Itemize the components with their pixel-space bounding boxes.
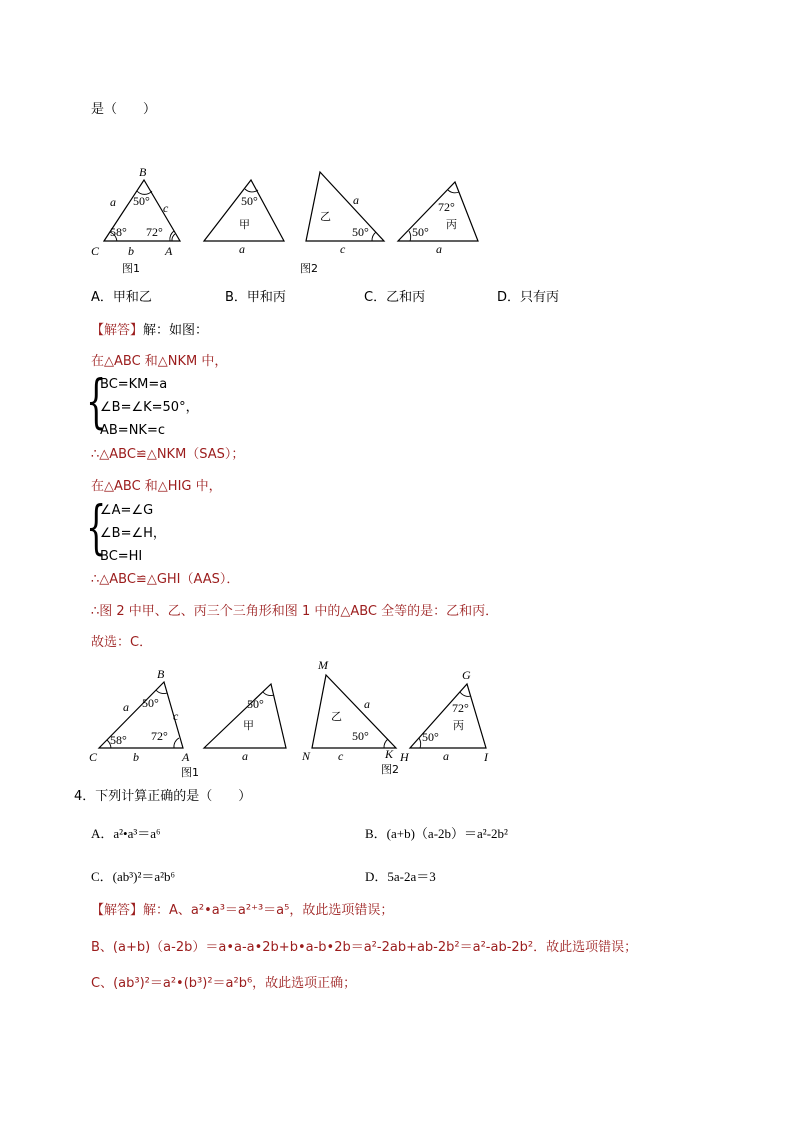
q3-answer-head: 【解答】解：如图：	[91, 323, 209, 338]
svg-text:50°: 50°	[142, 696, 159, 710]
sys2-eq3: BC=HI	[100, 549, 143, 564]
svg-text:c: c	[340, 242, 346, 256]
q3-concl1: ∴△ABC≌△NKM（SAS）；	[91, 447, 245, 462]
label-c: c	[163, 201, 169, 215]
svg-text:b: b	[133, 750, 139, 764]
q4-answer-a: 【解答】解：A、a²•a³＝a²⁺³＝a⁵，故此选项错误；	[91, 903, 394, 918]
q3-option-d: D．只有丙	[497, 290, 560, 305]
svg-text:C: C	[89, 750, 98, 764]
svg-text:N: N	[302, 749, 311, 763]
fig2-label: 图2	[300, 262, 318, 275]
svg-text:B: B	[157, 667, 165, 681]
fig1-label: 图1	[122, 262, 140, 275]
svg-text:72°: 72°	[438, 200, 455, 214]
q4-answer-c: C、(ab³)²＝a²•(b³)²＝a²b⁶，故此选项正确；	[91, 976, 357, 991]
svg-text:A: A	[182, 750, 190, 764]
q4-option-c: C．(ab³)²＝a²b⁶	[91, 869, 176, 884]
label-A: A	[165, 244, 173, 258]
svg-text:乙: 乙	[331, 710, 342, 723]
svg-text:丙: 丙	[446, 218, 457, 231]
svg-text:50°: 50°	[352, 225, 369, 239]
svg-text:a: a	[443, 749, 449, 763]
svg-text:50°: 50°	[247, 697, 264, 711]
svg-text:G: G	[462, 668, 471, 682]
svg-text:a: a	[239, 242, 245, 256]
svg-text:甲: 甲	[243, 719, 254, 732]
q4-option-b: B．(a+b)（a-2b）＝a²-2b²	[365, 826, 508, 841]
sys1-eq2: ∠B=∠K=50°，	[100, 400, 199, 415]
sys1-eq1: BC=KM=a	[100, 377, 168, 392]
svg-text:72°: 72°	[151, 729, 168, 743]
label-b: b	[128, 244, 134, 258]
sys2-eq1: ∠A=∠G	[100, 503, 154, 518]
q3-stem-tail: 是（ ）	[91, 102, 157, 117]
q3-option-c: C．乙和丙	[364, 290, 426, 305]
svg-text:a: a	[364, 697, 370, 711]
q4-option-d: D．5a-2a＝3	[365, 869, 436, 884]
svg-text:H: H	[400, 750, 409, 764]
q4-option-a: A．a²•a³＝a⁶	[91, 826, 161, 841]
label-a: a	[110, 195, 116, 209]
svg-text:a: a	[436, 242, 442, 256]
label-72: 72°	[146, 225, 163, 239]
svg-text:乙: 乙	[320, 210, 331, 223]
brace-2: {	[86, 493, 107, 561]
q4-stem: 4．下列计算正确的是（ ）	[74, 789, 252, 804]
label-50: 50°	[133, 194, 150, 208]
svg-text:c: c	[173, 709, 179, 723]
svg-text:I: I	[484, 750, 488, 764]
svg-text:甲: 甲	[239, 218, 250, 231]
q3-line2: 在△ABC 和△HIG 中，	[91, 479, 222, 494]
sys1-eq3: AB=NK=c	[100, 423, 165, 438]
svg-text:丙: 丙	[453, 719, 464, 732]
brace-1: {	[86, 367, 107, 435]
svg-text:M: M	[318, 658, 328, 672]
svg-text:50°: 50°	[352, 729, 369, 743]
q3-concl2: ∴△ABC≌△GHI（AAS）．	[91, 572, 240, 587]
label-58: 58°	[110, 225, 127, 239]
svg-text:50°: 50°	[422, 730, 439, 744]
svg-text:图1: 图1	[181, 766, 199, 779]
svg-text:c: c	[338, 749, 344, 763]
svg-text:72°: 72°	[452, 701, 469, 715]
label-B: B	[139, 165, 147, 179]
svg-text:50°: 50°	[412, 225, 429, 239]
q3-option-b: B．甲和丙	[225, 290, 286, 305]
svg-text:a: a	[353, 193, 359, 207]
svg-text:K: K	[385, 747, 394, 761]
svg-text:图2: 图2	[381, 763, 399, 776]
sys2-eq2: ∠B=∠H，	[100, 526, 166, 541]
q3-summary: ∴图 2 中甲、乙、丙三个三角形和图 1 中的△ABC 全等的是：乙和丙．	[91, 604, 499, 619]
svg-text:a: a	[242, 749, 248, 763]
q3-choice: 故选：C．	[91, 635, 153, 650]
svg-text:58°: 58°	[110, 733, 127, 747]
label-C: C	[91, 244, 100, 258]
q3-line1: 在△ABC 和△NKM 中，	[91, 354, 228, 369]
q4-answer-b: B、(a+b)（a-2b）＝a•a-a•2b+b•a-b•2b＝a²-2ab+ab-2b²＝a²-ab-2b²．故此选项错误；	[91, 940, 638, 955]
svg-text:50°: 50°	[241, 194, 258, 208]
svg-text:a: a	[123, 700, 129, 714]
q3-option-a: A．甲和乙	[91, 290, 152, 305]
